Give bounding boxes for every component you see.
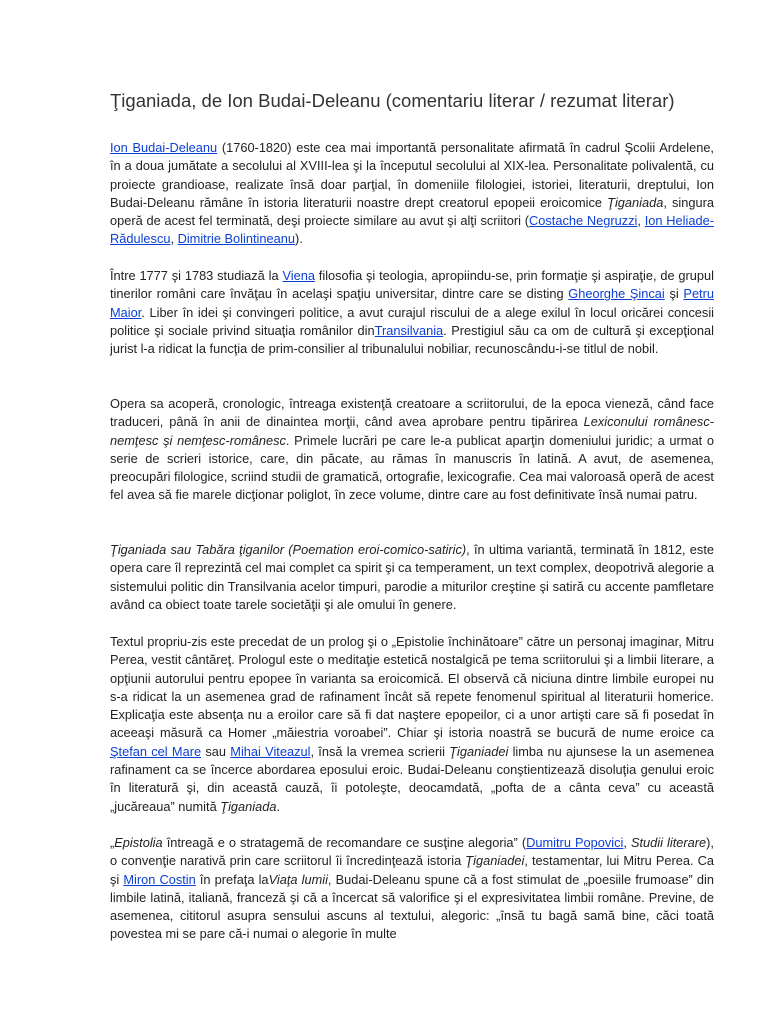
text: , testamentar, lui Mitru Perea. Ca şi <box>110 853 714 887</box>
italic-title: Viaţa lumii <box>268 871 328 887</box>
link-ion-heliade-radulescu[interactable]: Ion Heliade-Rădulescu <box>110 213 714 247</box>
link-transilvania[interactable]: Transilvania <box>374 322 444 338</box>
link-costache-negruzzi[interactable]: Costache Negruzzi <box>529 213 638 229</box>
link-viena[interactable]: Viena <box>282 268 315 283</box>
link-dumitru-popovici[interactable]: Dumitru Popovici <box>526 835 624 850</box>
text: , în ultima variantă, terminată în 1812, este opera care îl reprezintă cel mai complet ca spirit şi ca temperament, un text complex, deopotrivă alegorie a sistemului politic din Transilvania acelor timpuri, parodie a miturilor creştine şi satiră cu accente pamfletare având ca obiect toate tarele societăţii şi ale omului în genere. <box>110 542 714 612</box>
text: filosofia şi teologia, apropiindu-se, prin formaţie şi aspiraţie, de grupul tinerilor români care învăţau în acelaşi spaţiu universitar, dintre care se disting <box>110 268 714 302</box>
italic-title: Ţiganiadei <box>465 853 525 869</box>
text: Între 1777 şi 1783 studiază la <box>110 268 283 283</box>
link-ion-budai-deleanu[interactable]: Ion Budai-Deleanu <box>110 140 218 155</box>
paragraph-tiganiada <box>110 541 714 614</box>
paragraph-studies <box>110 267 714 358</box>
text: întreagă e o stratagemă de recomandare ce susţine alegoria” ( <box>162 835 527 850</box>
paragraph-epistolia <box>110 834 714 944</box>
link-gheorghe-sincai[interactable]: Gheorghe Şincai <box>568 286 665 302</box>
text: . Liber în idei şi convingeri politice, a avut curajul riscului de a alege exilul în locul oricărei concesii politice şi sociale privind situaţia românilor din <box>110 304 714 338</box>
italic-title: Ţiganiada sau Tabăra ţiganilor (Poemation eroi-comico-satiric) <box>110 542 467 557</box>
link-stefan-cel-mare[interactable]: Ştefan cel Mare <box>110 743 202 759</box>
italic-title: Studii literare <box>630 835 707 850</box>
paragraph-intro <box>110 139 714 249</box>
text: în prefaţa la <box>195 871 269 887</box>
text: „ <box>110 835 115 850</box>
text: . Prestigiul său ca om de cultură şi excepţional jurist l-a ridicat la funcţia de prim-consilier al tribunalului nobiliar, recunoscându-i-se titlul de nobil. <box>110 322 714 357</box>
link-miron-costin[interactable]: Miron Costin <box>123 871 196 887</box>
text: Opera sa acoperă, cronologic, întreaga existenţă creatoare a scriitorului, de la epoca vieneză, când face traduceri, până în anii de dinaintea morţii, când avea aprobare pentru tipărirea <box>110 396 714 430</box>
link-mihai-viteazul[interactable]: Mihai Viteazul <box>230 743 311 759</box>
paragraph-opera <box>110 395 714 505</box>
text: Textul propriu-zis este precedat de un prolog şi o „Epistolie închinătoare” către un personaj imaginar, Mitru Perea, vestit cântăreţ. Prologul este o meditaţie estetică nostalgică pe tema scriitorului şi a limbii literare, a opţiunii autorului pentru epopee în varianta sa eroicomică. El observă că niciuna dintre limbile europei nu s-a ridicat la un asemenea grad de rafinament încât să repete fenomenul spiritual al literaturii homerice. Explicaţia este absenţa nu a eroilor care să fi dat naştere epopeilor, ci a unor artişti care să fi posedat în aceeaşi măsură ca Homer „măiestria voroabei”. Chiar şi istoria noastră se bucură de nume eroice ca <box>110 634 714 741</box>
paragraph-prolog <box>110 633 714 816</box>
text: limba nu ajunsese la un asemenea rafinament ca se încerce abordarea eposului eroic. Budai-Deleanu conştientizează disoluţia genului eroic în literatură şi, din această cauză, îi potoleşte, deocamdată, „pofta de a cânta ceva” cu această „jucăreaua” numită <box>110 743 714 814</box>
text: ). <box>294 231 303 247</box>
text: (1760-1820) este cea mai importantă personalitate afirmată în cadrul Şcolii Ardelene, în a doua jumătate a secolului al XVIII-lea şi la începutul secolului al XIX-lea. Personalitate polivalentă, cu proiecte grandioase, realizate însă doar parţial, în domeniile filologiei, istoriei, literaturii, dreptului, Ion Budai-Deleanu rămâne în istoria literaturii noastre drept creatorul epopeii eroicomice <box>110 140 714 210</box>
text: ), o convenţie narativă prin care scriitorul îi încredinţează istoria <box>110 835 714 869</box>
text: , <box>170 231 178 247</box>
text: , Budai-Deleanu spune că a fost stimulat de „poesiile frumoase” din limbile latină, italiană, franceză şi că a încercat să valorifice şi el expresivitatea limbii române. Previne, de asemenea, cititorul asupra sensului ascuns al textului, alegoric: „însă tu bagă samă bine, căci toată povestea mi se pare că-i numai o alegorie în multe <box>110 871 715 942</box>
italic-title: Epistolia <box>114 835 163 850</box>
italic-title: Lexiconului românesc-nemţesc şi nemţesc-românesc <box>110 414 714 448</box>
italic-title: Ţiganiada <box>220 798 277 814</box>
text: , singura operă de acest fel terminată, deşi proiecte similare au avut şi alţi scriitori ( <box>110 194 714 229</box>
italic-title: Ţiganiada <box>607 194 664 210</box>
text: . <box>276 798 281 814</box>
text: , <box>637 213 645 229</box>
text: , însă la vremea scrierii <box>310 743 450 759</box>
text: , <box>623 835 631 850</box>
link-petru-maior[interactable]: Petru Maior <box>110 286 714 320</box>
text: şi <box>664 286 684 302</box>
text: . Primele lucrări pe care le-a publicat aparţin domeniului juridic; a urmat o serie de scrieri istorice, care, din păcate, au rămas în manuscris în latină. A avut, de asemenea, preocupări filologice, scriind studii de gramatică, ortografie, lexicografie. Cea mai valoroasă operă de acest fel avea să fie marele dicţionar poliglot, în zece volume, dintre care au fost definitivate însă numai patru. <box>110 432 714 503</box>
page-title: Ţiganiada, de Ion Budai-Deleanu (comentariu literar / rezumat literar) <box>110 90 675 111</box>
text: sau <box>201 743 231 759</box>
link-dimitrie-bolintineanu[interactable]: Dimitrie Bolintineanu <box>177 231 295 247</box>
italic-title: Ţiganiadei <box>449 743 509 759</box>
